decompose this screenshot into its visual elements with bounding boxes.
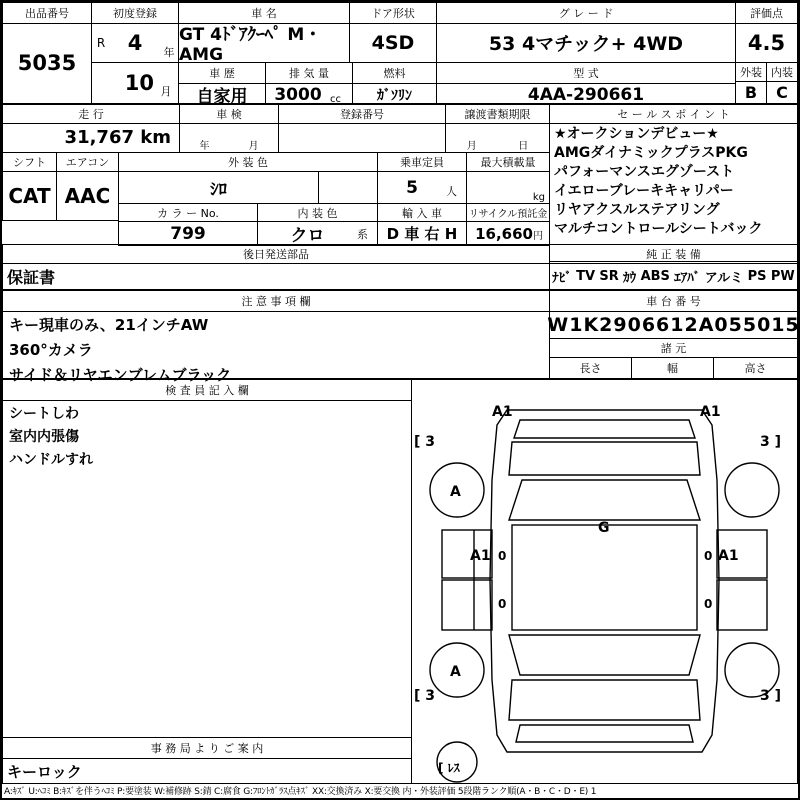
- ext-grade-label: 外装: [740, 66, 762, 79]
- regnum-label-cell: [278, 104, 446, 124]
- diagram-label-bottom-note: [ ﾚｽ: [438, 761, 460, 775]
- door-label-cell: [349, 2, 437, 24]
- shaken-label: 車 検: [216, 108, 242, 121]
- int-color-value-cell: [257, 221, 378, 246]
- genuine-equipment-list: [549, 263, 798, 290]
- sales-point-label: セ ー ル ス ポ イ ン ト: [617, 108, 730, 121]
- ac-value: AAC: [64, 184, 111, 208]
- inspector-label: 検 査 員 記 入 欄: [165, 384, 249, 397]
- equipment-item: TV: [576, 269, 596, 284]
- sales-point-item: イエローブレーキキャリパー: [554, 183, 734, 199]
- office-body-cell: [2, 758, 412, 784]
- diagram-label-mid-right-zero2: 0: [704, 597, 713, 611]
- int-color-label: 内 装 色: [297, 206, 338, 220]
- ext-grade-value: B: [744, 83, 758, 102]
- diagram-label-center: G: [598, 520, 610, 536]
- diagram-label-mid-left-zero2: 0: [498, 597, 507, 611]
- dimension-length-label: 長さ: [579, 362, 602, 375]
- regnum-value-cell: [278, 123, 446, 153]
- vin-label: 車 台 番 号: [646, 295, 701, 308]
- diagram-label-mid-left-zero: 0: [498, 549, 507, 563]
- equipment-item: PS: [747, 269, 767, 284]
- ext-color-value: ｼﾛ: [210, 180, 227, 200]
- shaken-value-cell: [179, 123, 279, 153]
- sales-point-item: リヤアクスルステアリング: [554, 202, 720, 218]
- recycle-label-cell: [466, 203, 550, 222]
- import-value: D 車 右 H: [386, 225, 458, 243]
- mileage-value-cell: [2, 123, 180, 153]
- sales-point-item: パフォーマンスエグゾースト: [554, 164, 735, 180]
- equipment-item: ｶｳ: [623, 271, 637, 286]
- ext-color-extra-cell: [318, 171, 378, 204]
- maxload-label-cell: [466, 152, 550, 172]
- reg-year: 4: [127, 30, 143, 55]
- diagram-label-right-upper: 3 ]: [760, 434, 782, 450]
- recycle-label: リサイクル預託金: [468, 209, 548, 220]
- notes-label-cell: [2, 290, 550, 312]
- sales-point-item: マルチコントロールシートバック: [554, 221, 763, 237]
- displacement-unit: cc: [330, 94, 341, 105]
- grade-label-cell: [436, 2, 736, 24]
- footer-legend-row: [2, 784, 798, 798]
- int-color-label-cell: [257, 203, 378, 222]
- history-label-cell: [178, 62, 266, 107]
- equipment-item: ABS: [640, 269, 670, 284]
- notes-label: 注 意 事 項 欄: [241, 295, 311, 308]
- history-value: 自家用: [196, 87, 248, 107]
- displacement-label: 排 気 量: [266, 63, 352, 84]
- sales-point-item: AMGダイナミックプラスPKG: [554, 145, 748, 161]
- recycle-value: 16,660: [475, 224, 533, 243]
- score-value: 4.5: [747, 30, 786, 55]
- ext-color-label: 外 装 色: [228, 156, 268, 169]
- car-name-value: GT 4ﾄﾞｱｸｰﾍﾟ M・AMG: [179, 25, 322, 65]
- mileage-value: 31,767 km: [64, 127, 171, 148]
- office-label-cell: [2, 737, 412, 759]
- reg-year-unit: 年: [163, 46, 175, 59]
- mileage-label-cell: [2, 104, 180, 124]
- maxload-value-cell: [466, 171, 550, 204]
- inspector-body-cell: [2, 400, 412, 738]
- ac-value-cell: [56, 171, 119, 221]
- maxload-label: 最大積載量: [480, 156, 536, 169]
- equipment-item: ﾅﾋﾞ: [552, 271, 572, 286]
- recycle-value-cell: [466, 221, 550, 246]
- first-reg-label-cell: [91, 2, 179, 24]
- dimensions-label-cell: [549, 338, 798, 358]
- transfer-label-cell: [445, 104, 550, 124]
- diagram-label-wheel-left-top: A: [450, 484, 461, 500]
- model-code-label: 型 式: [437, 63, 735, 84]
- shift-value: CAT: [8, 184, 51, 208]
- registration-number-label: 登録番号: [340, 108, 384, 121]
- import-label-cell: [377, 203, 467, 222]
- model-code-cell: [436, 62, 736, 104]
- ac-label: エアコン: [65, 156, 110, 169]
- lot-number-label: 出品番号: [25, 7, 69, 20]
- transfer-deadline-label: 譲渡書類期限: [464, 108, 531, 121]
- dimensions-label: 諸 元: [660, 342, 687, 355]
- transfer-day-unit: 日: [518, 141, 529, 152]
- inspector-line: シートしわ: [9, 406, 79, 422]
- fuel-label: 燃料: [353, 63, 436, 84]
- later-parts-value: 保証書: [7, 268, 56, 287]
- later-parts-value-cell: [2, 263, 550, 290]
- mileage-label: 走 行: [78, 108, 104, 121]
- first-reg-month-cell: [91, 62, 179, 104]
- shaken-month-unit: 月: [248, 141, 259, 152]
- score-label-cell: [735, 2, 798, 24]
- later-parts-label: 後日発送部品: [243, 248, 309, 261]
- sales-point-item: ★オークションデビュー★: [554, 126, 719, 142]
- lot-number-value-cell: [2, 23, 92, 104]
- recycle-unit: 円: [533, 231, 543, 242]
- fuel-cell: [352, 62, 437, 104]
- int-color-suffix: 系: [357, 227, 368, 241]
- notes-line: サイド＆リヤエンブレムブラック: [9, 366, 232, 384]
- diagram-label-mid-right: A1: [718, 548, 739, 564]
- shaken-label-cell: [179, 104, 279, 124]
- header-block: [2, 2, 798, 107]
- score-label: 評価点: [750, 7, 783, 20]
- office-label: 事 務 局 よ り ご 案 内: [150, 742, 264, 755]
- sales-point-list-cell: [549, 123, 798, 262]
- lot-number-label-cell: [2, 2, 92, 24]
- int-grade-value-cell: [766, 81, 798, 104]
- sales-point-label-cell: [549, 104, 798, 124]
- transfer-value-cell: [445, 123, 550, 153]
- grade-value: 53 4マチック+ 4WD: [488, 33, 684, 55]
- ext-grade-value-cell: [735, 81, 767, 104]
- inspector-line: ハンドルすれ: [9, 452, 93, 468]
- notes-line: 360°カメラ: [9, 341, 93, 359]
- diagram-label-top-left: A1: [492, 404, 513, 420]
- seats-unit: 人: [446, 185, 457, 198]
- vehicle-diagram: [412, 380, 797, 783]
- damage-diagram-panel: [411, 379, 798, 784]
- vin-value: W1K2906612A055015: [547, 314, 800, 336]
- reg-month: 10: [124, 70, 154, 95]
- diagram-label-right-lower: 3 ]: [760, 688, 782, 704]
- int-color-value: クロ: [290, 226, 325, 246]
- notes-body-cell: [2, 311, 550, 384]
- door-shape-value: 4SD: [371, 31, 415, 54]
- car-name-label: 車 名: [251, 7, 277, 20]
- int-grade-label-cell: [766, 62, 798, 82]
- later-parts-label-cell: [2, 244, 550, 264]
- diagram-label-mid-left: A1: [470, 548, 491, 564]
- inspector-line: 室内内張傷: [9, 429, 79, 445]
- shift-label-cell: [2, 152, 57, 172]
- displacement-value: 3000: [274, 84, 322, 105]
- door-value-cell: [349, 23, 437, 63]
- equipment-item: PW: [770, 269, 795, 284]
- reg-month-unit: 月: [160, 85, 172, 98]
- fuel-value: ｶﾞｿﾘﾝ: [377, 87, 412, 104]
- shaken-year-unit: 年: [199, 141, 210, 152]
- dimension-width-cell: [631, 357, 714, 379]
- diagram-label-mid-right-zero: 0: [704, 549, 713, 563]
- office-value: キーロック: [7, 762, 82, 781]
- diagram-label-left-upper: [ 3: [414, 434, 436, 450]
- history-label: 車 歴: [179, 63, 265, 84]
- model-code-value: 4AA-290661: [527, 84, 645, 105]
- dimension-width-label: 幅: [667, 362, 678, 375]
- inspector-label-cell: [2, 379, 412, 401]
- seats-value-cell: [377, 171, 467, 204]
- score-value-cell: [735, 23, 798, 63]
- diagram-label-wheel-left-bottom: A: [450, 664, 461, 680]
- seats-label: 乗車定員: [400, 156, 444, 169]
- door-shape-label: ドア形状: [371, 7, 415, 20]
- genuine-equipment-label: 純 正 装 備: [646, 248, 701, 261]
- color-no-label-cell: [118, 203, 258, 222]
- shift-value-cell: [2, 171, 57, 221]
- int-grade-label: 内装: [771, 66, 793, 79]
- diagram-label-left-lower: [ 3: [414, 688, 436, 704]
- lot-number-value: 5035: [17, 51, 77, 75]
- import-value-cell: [377, 221, 467, 246]
- transfer-month-unit: 月: [466, 141, 477, 152]
- dimension-length-cell: [549, 357, 632, 379]
- ac-label-cell: [56, 152, 119, 172]
- car-name-value-cell: [178, 23, 350, 63]
- vin-label-cell: [549, 290, 798, 312]
- vin-value-cell: [549, 311, 798, 339]
- genuine-equipment-label-cell: [549, 244, 798, 264]
- ext-color-value-cell: [118, 171, 319, 204]
- equipment-item: ｴｱﾊﾞ: [674, 271, 701, 286]
- color-no-value-cell: [118, 221, 258, 246]
- import-label: 輸 入 車: [402, 206, 442, 220]
- reg-era: R: [96, 35, 106, 50]
- second-block: [2, 104, 798, 244]
- ext-color-label-cell: [118, 152, 378, 172]
- first-reg-year-cell: [91, 23, 179, 63]
- grade-value-cell: [436, 23, 736, 63]
- int-grade-value: C: [776, 83, 788, 102]
- notes-line: キー現車のみ、21インチAW: [9, 316, 209, 334]
- diagram-label-top-right: A1: [700, 404, 721, 420]
- displacement-cell: [265, 62, 353, 104]
- color-no-label: カ ラ ー No.: [157, 206, 219, 220]
- footer-legend: A:ｷｽﾞ U:ﾍｺﾐ B:ｷｽﾞを伴うﾍｺﾐ P:要塗装 W:補修跡 S:錆 C:腐食 G:ﾌﾛﾝﾄｶﾞﾗｽ点ｷｽﾞ XX:交換済み X:要交換 内・外装評価 5段階ランク順(A・B・C・D・E) 1: [4, 787, 597, 797]
- dimension-height-label: 高さ: [744, 362, 767, 375]
- first-reg-label: 初度登録: [113, 7, 157, 20]
- seats-label-cell: [377, 152, 467, 172]
- equipment-item: SR: [599, 269, 619, 284]
- grade-label: グ レ ー ド: [558, 7, 614, 20]
- shift-label: シフト: [13, 156, 46, 169]
- color-no-value: 799: [170, 223, 206, 244]
- ext-grade-label-cell: [735, 62, 767, 82]
- seats-value: 5: [406, 177, 418, 198]
- maxload-unit: kg: [532, 192, 545, 203]
- dimension-height-cell: [713, 357, 798, 379]
- equipment-item: アルミ: [704, 271, 744, 286]
